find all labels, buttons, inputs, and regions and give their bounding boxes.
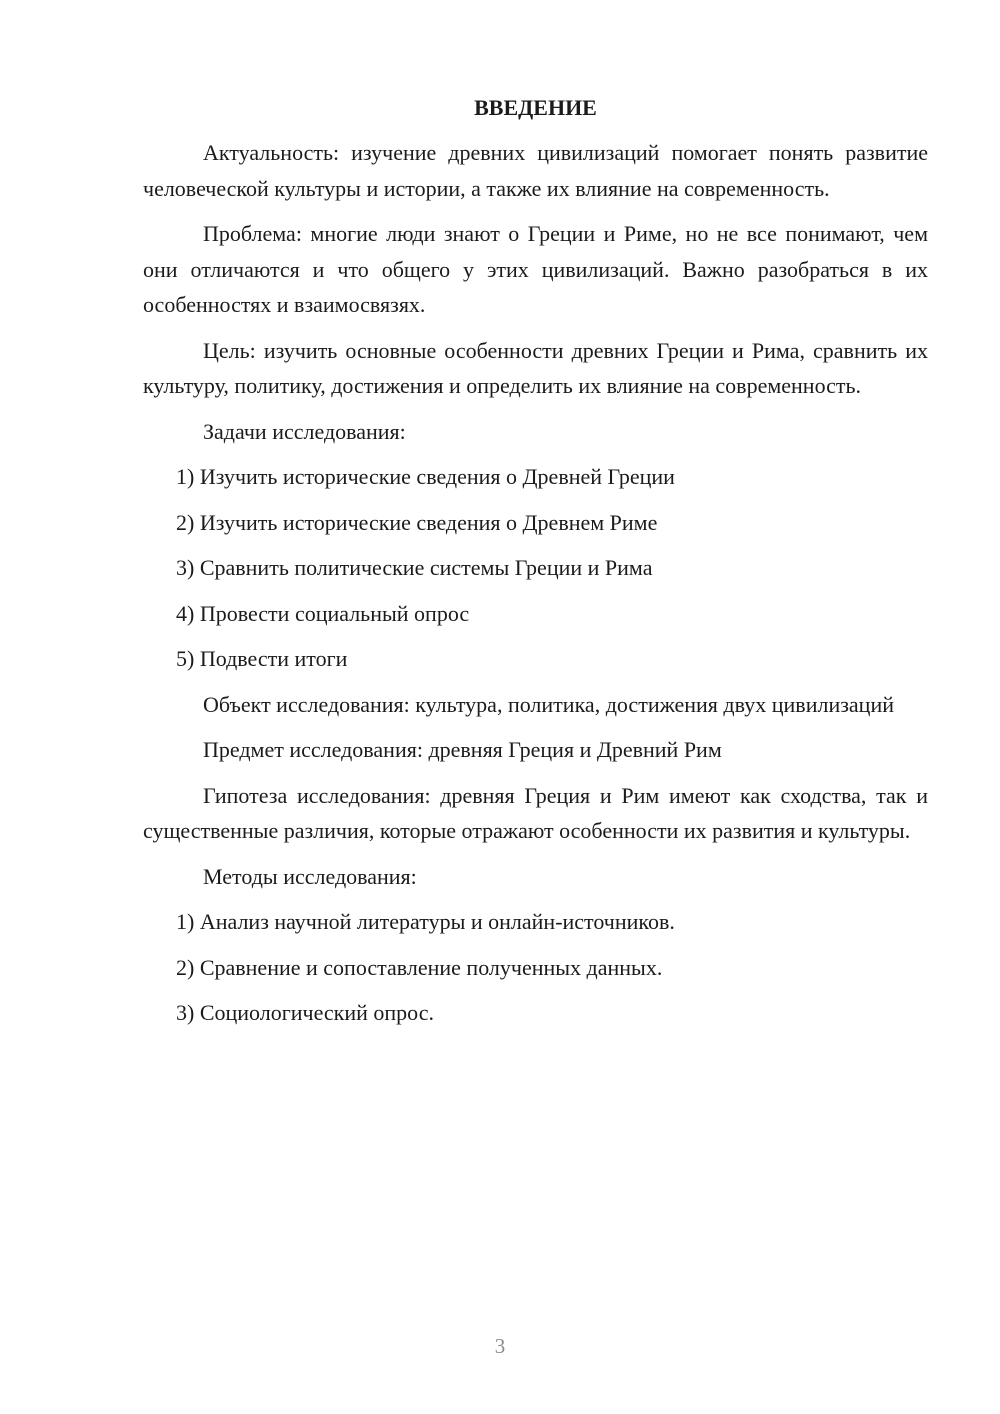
method-item: 3) Социологический опрос. (176, 1000, 434, 1025)
page-content (143, 90, 928, 1041)
task-item: 2) Изучить исторические сведения о Древнем Риме (176, 509, 658, 535)
method-item: 1) Анализ научной литературы и онлайн-источников. (176, 909, 675, 934)
method-item: 2) Сравнение и сопоставление полученных данных. (176, 954, 663, 980)
hypothesis-paragraph: Гипотеза исследования: древняя Греция и Рим имеют как сходства, так и существенные различия, которые отражают особенности их развития и культуры. (143, 782, 928, 843)
methods-heading: Методы исследования: (203, 863, 417, 889)
problem-paragraph: Проблема: многие люди знают о Греции и Риме, но не все понимают, чем они отличаются и что общего у этих цивилизаций. Важно разобраться в их особенностях и взаимосвязях. (143, 221, 928, 317)
task-item: 5) Подвести итоги (176, 646, 348, 671)
subject-paragraph: Предмет исследования: древняя Греция и Древний Рим (203, 737, 722, 762)
page-title: ВВЕДЕНИЕ (474, 95, 597, 120)
tasks-heading: Задачи исследования: (203, 418, 406, 444)
task-item: 3) Сравнить политические системы Греции и Рима (176, 555, 653, 580)
task-item: 1) Изучить исторические сведения о Древней Греции (176, 464, 675, 489)
page-number: 3 (494, 1334, 506, 1358)
task-item: 4) Провести социальный опрос (176, 600, 470, 626)
goal-paragraph: Цель: изучить основные особенности древних Греции и Рима, сравнить их культуру, политику, достижения и определить их влияние на современность. (143, 337, 928, 398)
object-paragraph: Объект исследования: культура, политика, достижения двух цивилизаций (203, 691, 894, 717)
relevance-paragraph: Актуальность: изучение древних цивилизаций помогает понять развитие человеческой культуры и истории, а также их влияние на современность. (143, 140, 928, 201)
